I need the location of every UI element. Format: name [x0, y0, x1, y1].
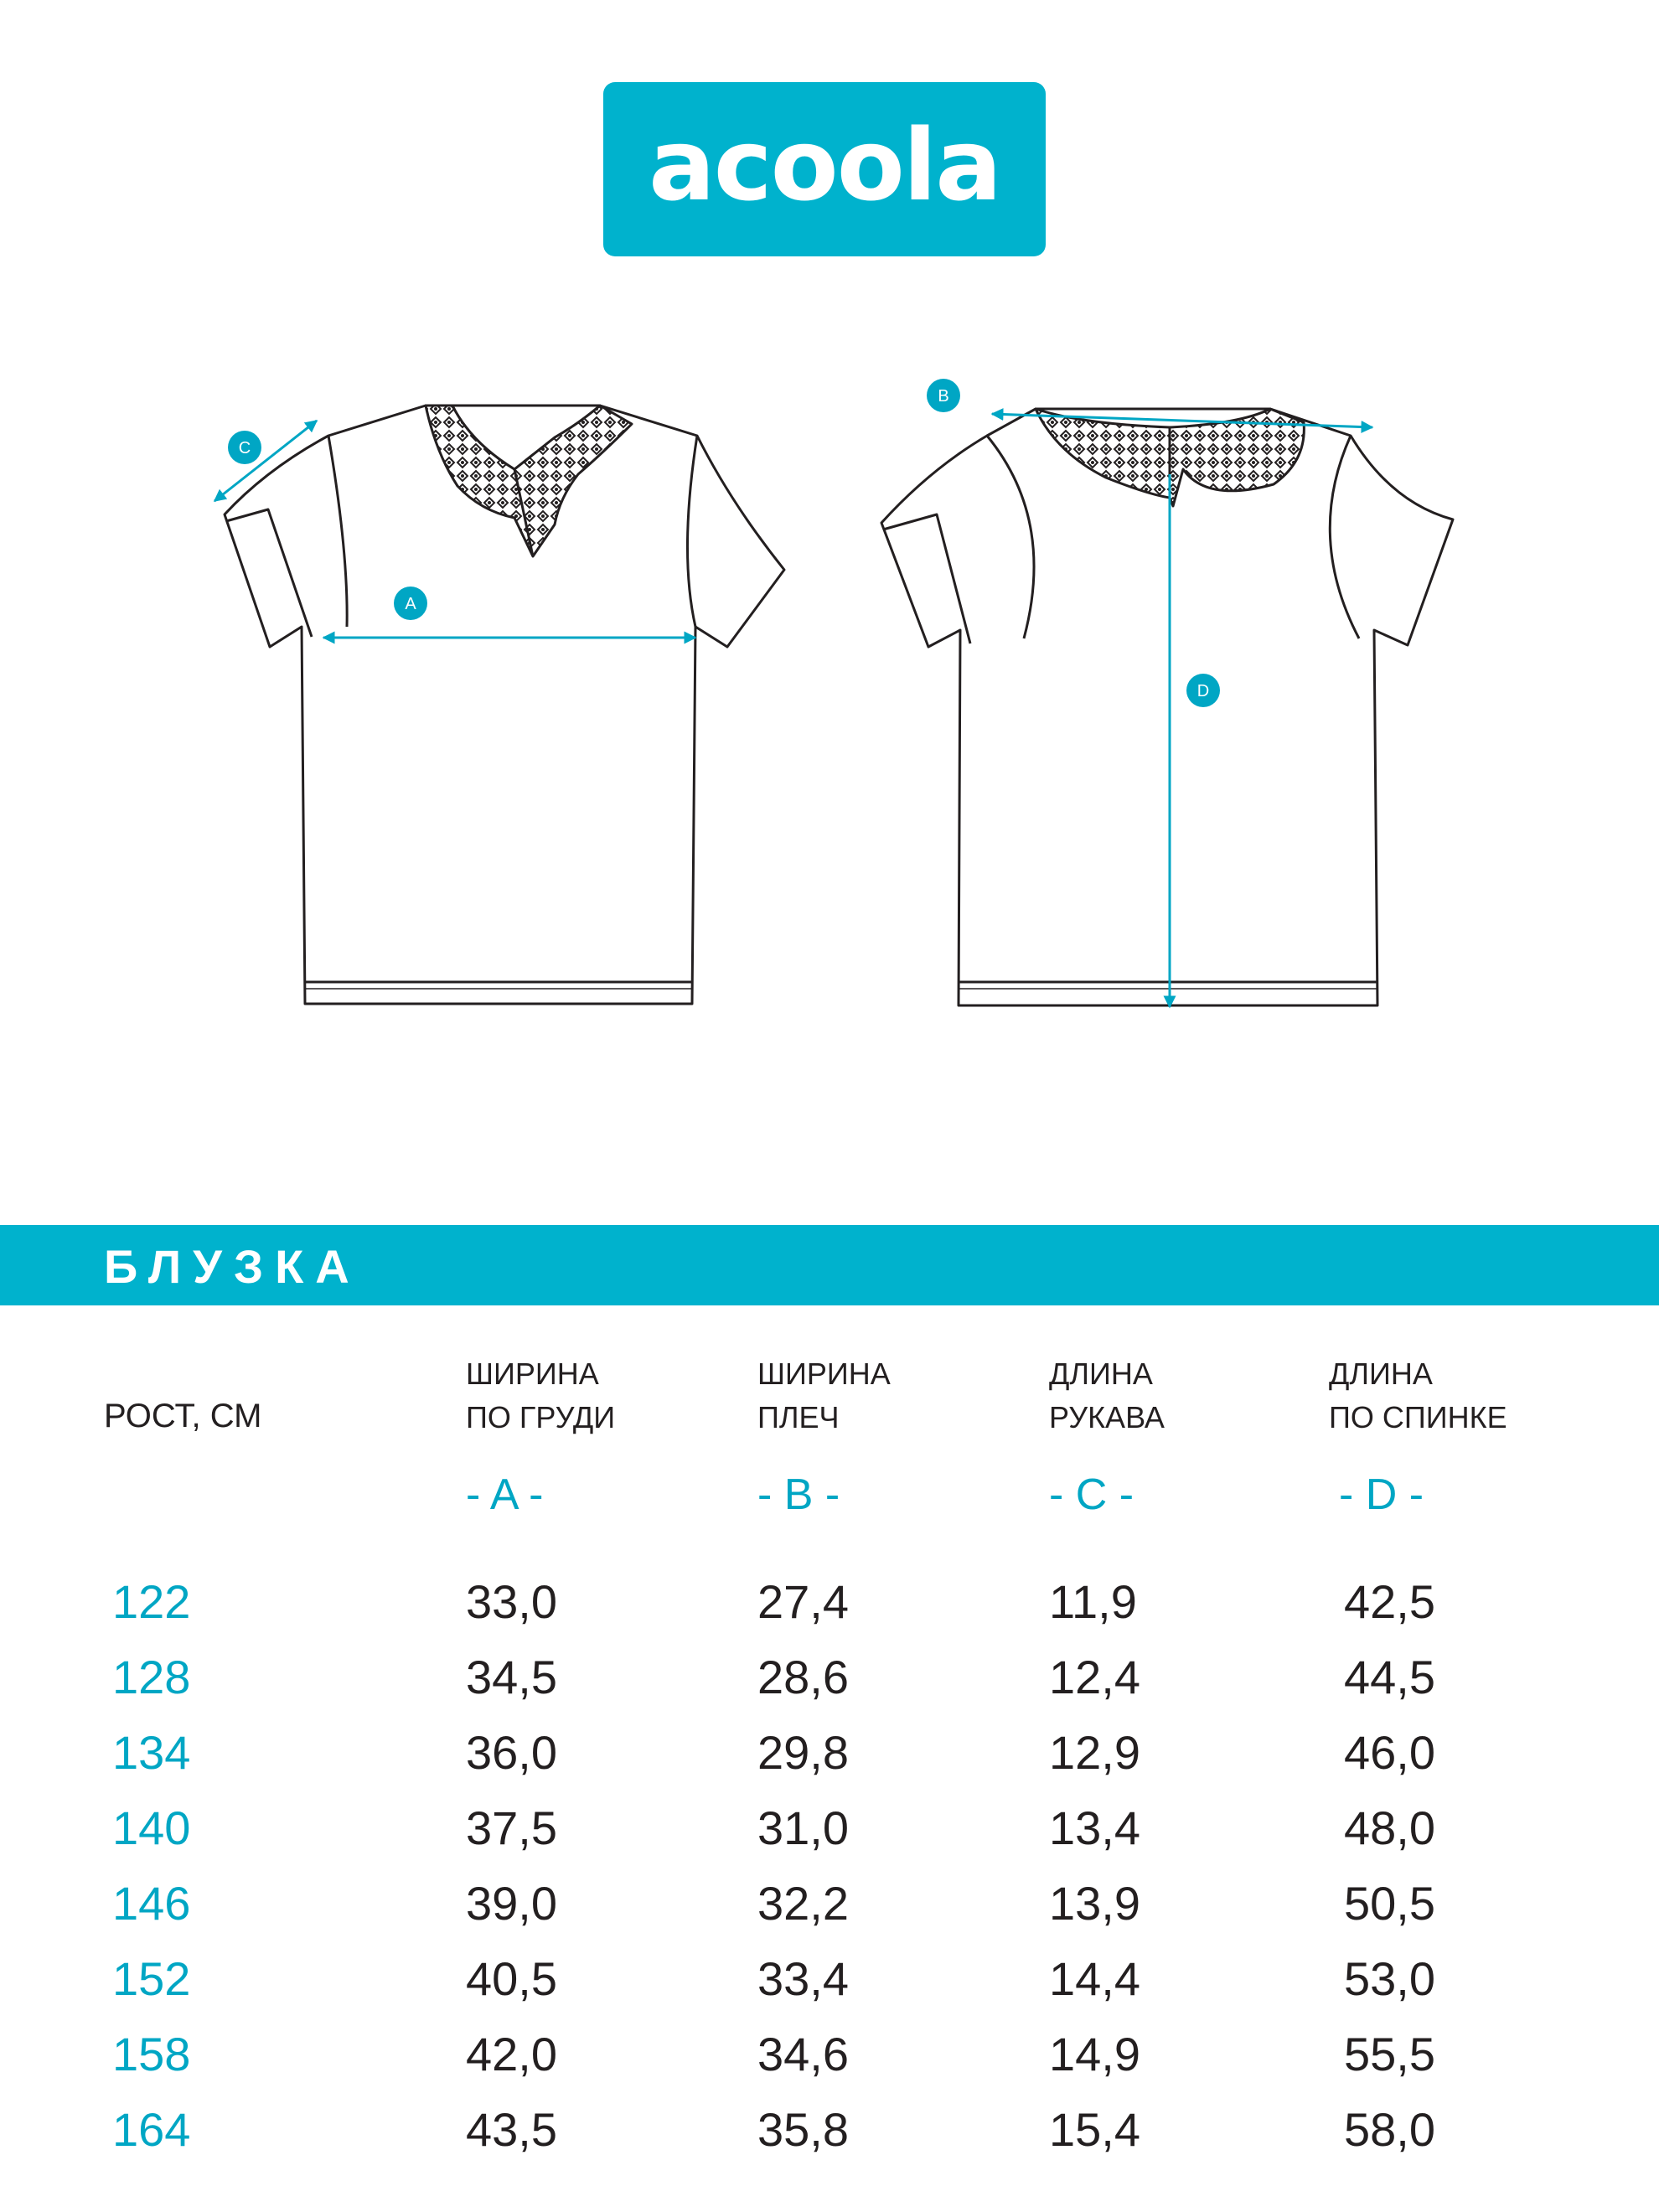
- cell-a: 43,5: [466, 2103, 557, 2156]
- back-view: [881, 409, 1453, 1005]
- cell-a: 42,0: [466, 2028, 557, 2080]
- column-header-a: [466, 1352, 615, 1439]
- cell-height: 134: [112, 1726, 191, 1779]
- column-header-d: [1329, 1352, 1507, 1439]
- cell-b: 34,6: [757, 2028, 849, 2080]
- column-header-c-line1: ДЛИНА: [1049, 1357, 1153, 1391]
- cell-d: 58,0: [1344, 2103, 1435, 2156]
- garment-diagram: [0, 0, 1659, 1089]
- cell-c: 14,4: [1049, 1952, 1140, 2005]
- badge-b-label: B: [938, 387, 949, 406]
- cell-b: 31,0: [757, 1801, 849, 1854]
- measure-c: [214, 421, 317, 501]
- column-code-c: - C -: [1049, 1470, 1134, 1519]
- cell-c: 15,4: [1049, 2103, 1140, 2156]
- cell-a: 33,0: [466, 1575, 557, 1628]
- column-header-d-line1: ДЛИНА: [1329, 1357, 1433, 1391]
- cell-height: 128: [112, 1651, 191, 1703]
- table-row: [0, 1575, 1659, 1654]
- table-row: [0, 1952, 1659, 2031]
- column-header-b-line2: ПЛЕЧ: [757, 1400, 840, 1434]
- measure-a: [323, 587, 695, 638]
- cell-d: 44,5: [1344, 1651, 1435, 1703]
- cell-b: 28,6: [757, 1651, 849, 1703]
- column-header-c-line2: РУКАВА: [1049, 1400, 1165, 1434]
- column-header-a-line2: ПО ГРУДИ: [466, 1400, 616, 1434]
- cell-a: 37,5: [466, 1801, 557, 1854]
- measure-d: [1170, 474, 1220, 1007]
- column-header-a-line1: ШИРИНА: [466, 1357, 599, 1391]
- section-title: БЛУЗКА: [104, 1240, 361, 1293]
- table-row: [0, 1801, 1659, 1880]
- table-row: [0, 1877, 1659, 1956]
- cell-a: 36,0: [466, 1726, 557, 1779]
- column-code-a: - A -: [466, 1470, 544, 1519]
- section-banner: [0, 1225, 1659, 1305]
- table-row: [0, 1726, 1659, 1805]
- cell-c: 13,4: [1049, 1801, 1140, 1854]
- cell-a: 40,5: [466, 1952, 557, 2005]
- front-view: [225, 406, 784, 1004]
- cell-d: 55,5: [1344, 2028, 1435, 2080]
- brand-logo-text: acoola: [649, 107, 1000, 223]
- column-header-b-line1: ШИРИНА: [757, 1357, 891, 1391]
- cell-a: 34,5: [466, 1651, 557, 1703]
- cell-d: 46,0: [1344, 1726, 1435, 1779]
- badge-c-label: C: [238, 439, 251, 457]
- cell-b: 32,2: [757, 1877, 849, 1930]
- table-row: [0, 2103, 1659, 2182]
- cell-a: 39,0: [466, 1877, 557, 1930]
- cell-c: 13,9: [1049, 1877, 1140, 1930]
- cell-c: 11,9: [1049, 1575, 1137, 1628]
- column-code-b: - B -: [757, 1470, 840, 1519]
- cell-c: 12,9: [1049, 1726, 1140, 1779]
- cell-b: 35,8: [757, 2103, 849, 2156]
- cell-b: 29,8: [757, 1726, 849, 1779]
- cell-height: 152: [112, 1952, 191, 2005]
- table-row: [0, 2028, 1659, 2106]
- cell-b: 27,4: [757, 1575, 849, 1628]
- height-header: РОСТ, СМ: [104, 1398, 262, 1434]
- cell-d: 48,0: [1344, 1801, 1435, 1854]
- badge-d-label: D: [1196, 682, 1210, 700]
- column-header-d-line2: ПО СПИНКЕ: [1329, 1400, 1507, 1434]
- cell-height: 140: [112, 1801, 191, 1854]
- column-header-b: [757, 1352, 891, 1439]
- cell-d: 53,0: [1344, 1952, 1435, 2005]
- cell-d: 50,5: [1344, 1877, 1435, 1930]
- badge-a-label: A: [405, 595, 416, 613]
- column-code-d: - D -: [1339, 1470, 1424, 1519]
- column-header-c: [1049, 1352, 1165, 1439]
- cell-c: 12,4: [1049, 1651, 1140, 1703]
- cell-d: 42,5: [1344, 1575, 1435, 1628]
- cell-height: 146: [112, 1877, 191, 1930]
- cell-c: 14,9: [1049, 2028, 1140, 2080]
- cell-height: 122: [112, 1575, 191, 1628]
- table-row: [0, 1651, 1659, 1729]
- cell-height: 158: [112, 2028, 191, 2080]
- cell-height: 164: [112, 2103, 191, 2156]
- cell-b: 33,4: [757, 1952, 849, 2005]
